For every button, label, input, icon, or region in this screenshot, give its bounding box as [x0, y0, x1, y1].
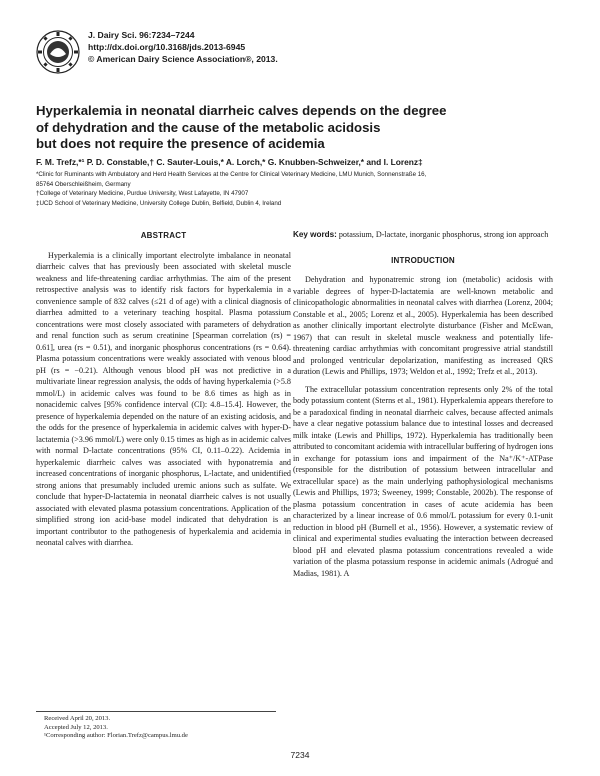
journal-citation: J. Dairy Sci. 96:7234–7244	[88, 30, 195, 40]
corresponding-author: ¹Corresponding author: Florian.Trefz@campus.lmu.de	[44, 732, 188, 740]
received-date: Received April 20, 2013.	[44, 715, 111, 722]
right-column	[293, 229, 553, 579]
affiliations	[36, 170, 556, 208]
title-line: Hyperkalemia in neonatal diarrheic calves depends on the degree	[36, 103, 447, 118]
ads-association-seal-icon	[36, 30, 80, 74]
abstract-text: Hyperkalemia is a clinically important electrolyte imbalance in neonatal diarrheic calves that has previously been associated with skeletal muscle weakness and life-threatening cardiac arrhythmias. The aim of the present retrospective analysis was to identify risk factors for hyperkalemia in a convenience sample of 832 calves (≤21 d of age) with a clinical diagnosis of diarrhea admitted to a veterinary teaching hospital. Plasma potassium concentrations were most closely associated with parameters of dehydration and renal function such as serum creatinine [Spearman correlation (rs) = 0.61], urea (rs = 0.51), and inorganic phosphorus concentrations (rs = 0.64). Plasma potassium concentrations were weakly associated with venous blood pH (rs = −0.21). Although venous blood pH was not predictive in a multivariate linear regression analysis, the odds of having hyperkalemia (>5.8 mmol/L) in acidemic calves was found to be 8.6 times as high as in nonacidemic calves [95% confidence interval (CI): 4.8–15.4]. However, the presence of hyperkalemia depended on the nature of an existing acidosis, and the odds for the presence of hyperkalemia in acidemic calves with hyper-D-lactatemia (>3.96 mmol/L) were only 0.15 times as high as in acidemic calves with normal D-lactate concentrations (95% CI, 0.11–0.22). Acidemia in hyperkalemic diarrheic calves was associated with hyponatremia and increased concentrations of inorganic phosphorus, L-lactate, and unidentified strong anions that presumably included uremic anions such as sulfate. We conclude that hyper-D-lactatemia in neonatal diarrheic calves is not usually associated with elevated plasma potassium concentrations. Application of the simplified strong ion acid-base model indicated that dehydration is an important contributor to the pathogenesis of hyperkalemia and acidemia in neonatal calves with diarrhea.	[36, 250, 291, 547]
intro-paragraph: The extracellular potassium concentration represents only 2% of the total body potassium content (Sterns et al., 1981). Hyperkalemia appears therefore to be a paradoxical finding in neonatal diarrheic calves, because affected animals have a clear negative potassium balance due to intestinal losses and decreased milk intake (Lewis and Phillips, 1972). Hyperkalemia has traditionally been attributed to concomitant acidemia with intracellular buffering of hydrogen ions in exchange for potassium ions and impairment of the Na⁺/K⁺-ATPase (responsible for the distribution of potassium between intracellular and extracellular space) as the main underlying pathophysiological mechanisms (Lewis and Phillips, 1973; Sweeney, 1999; Constable, 2002b). The response of plasma potassium concentration in cases of acute acidemia has been characterized by a linear increase of 0.6 mmol/L potassium for every 0.1-unit reduction in blood pH (Burnell et al., 1956). However, a systematic review of clinical and experimental studies evaluating the interaction between decreased blood pH and elevated plasma potassium concentrations revealed a wide variation of the plasma potassium response in acidemic animals (Adrogué and Madias, 1981). A	[293, 384, 553, 578]
keywords-label: Key words:	[293, 230, 337, 239]
abstract-heading: ABSTRACT	[140, 231, 187, 240]
keywords-text: potassium, D-lactate, inorganic phosphorus, strong ion approach	[338, 230, 549, 239]
journal-info	[88, 29, 348, 65]
introduction-heading: INTRODUCTION	[391, 255, 455, 265]
intro-paragraph: Dehydration and hyponatremic strong ion (metabolic) acidosis with variable degrees of hyper-D-lactatemia are well-known metabolic and clinicopathologic abnormalities in neonatal calves with diarrhea (Lorenz, 2004; Constable et al., 2005; Lorenz et al., 2005). Hyperkalemia has been described as another clinically important electrolyte disturbance (Fisher and McEwan, 1967) that can result in skeletal muscle weakness and potentially life-threatening cardiac arrhythmias with concomitant progressive atrial standstill and prolonged ventricular depolarization, manifesting as increased QRS duration (Lewis and Phillips, 1973; Weldon et al., 1992; Trefz et al., 2013).	[293, 275, 553, 376]
doi-link[interactable]: http://dx.doi.org/10.3168/jds.2013-6945	[88, 42, 246, 52]
abstract-column	[36, 230, 291, 549]
affiliation-line: 85764 Oberschleißheim, Germany	[36, 180, 131, 188]
article-title	[36, 103, 576, 153]
accepted-date: Accepted July 12, 2013.	[44, 723, 108, 731]
received-footnote	[36, 711, 276, 741]
title-line: but does not require the presence of acidemia	[36, 136, 325, 151]
title-line: of dehydration and the cause of the metabolic acidosis	[36, 119, 381, 135]
affiliation-line: *Clinic for Ruminants with Ambulatory and Herd Health Services at the Centre for Clinical Veterinary Medicine, LMU Munich, Sonnenstraße 16,	[36, 171, 427, 178]
page-number: 7234	[290, 750, 310, 760]
copyright-line: © American Dairy Science Association®, 2013.	[88, 54, 278, 64]
affiliation-line: ‡UCD School of Veterinary Medicine, University College Dublin, Belfield, Dublin 4, Ireland	[36, 199, 282, 207]
keywords	[293, 229, 553, 241]
author-list: F. M. Trefz,*¹ P. D. Constable,† C. Sauter-Louis,* A. Lorch,* G. Knubben-Schweizer,* and I. Lorenz‡	[36, 157, 423, 167]
affiliation-line: †College of Veterinary Medicine, Purdue University, West Lafayette, IN 47907	[36, 190, 249, 198]
